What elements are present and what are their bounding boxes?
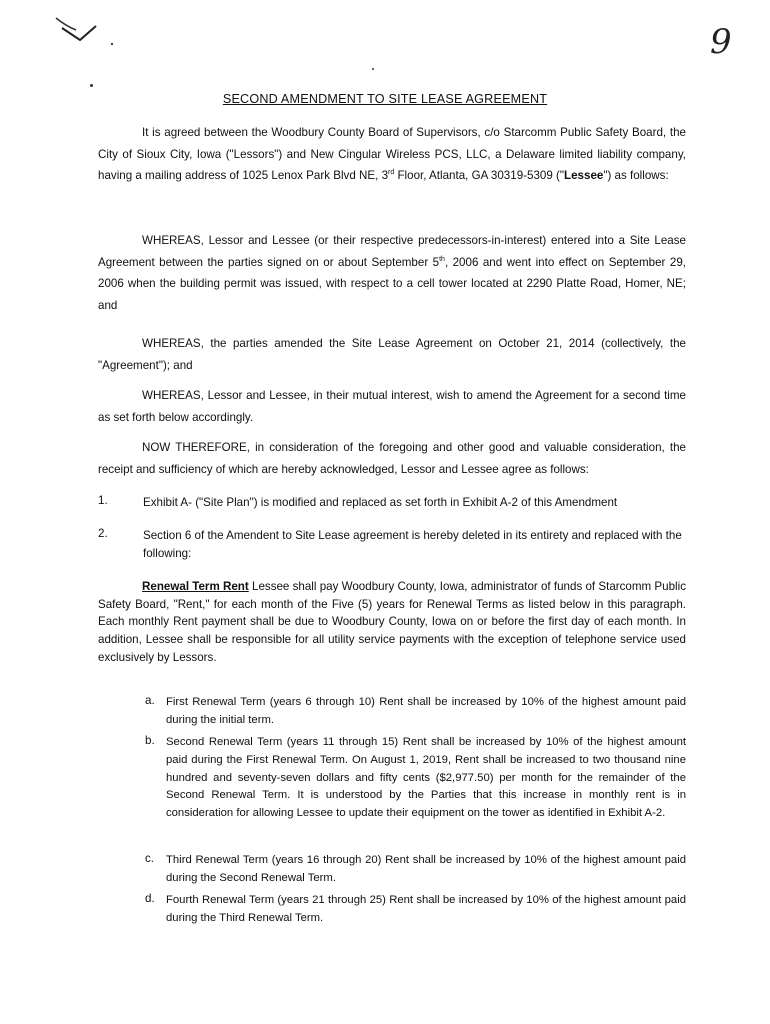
- speck-mark: [372, 68, 374, 70]
- sub-item-text: Second Renewal Term (years 11 through 15) Rent shall be increased by 10% of the highest amount paid during the First Renewal Term. On August 1, 2019, Rent shall be increased to two thousand nine hundred and seventy-seven dollars and fifty cents ($2,977.50) per month for the remainder of the Second Renewal Term. It is understood by the Parties that this increase in monthly rent is in consideration for allowing Lessee to update their equipment on the tower as identified in Exhibit A-2.: [166, 736, 686, 820]
- renewal-term-paragraph: Renewal Term Rent Lessee shall pay Woodbury County, Iowa, administrator of funds of Starcomm Public Safety Board, "Rent," for each month of the Five (5) years for Renewal Terms as listed below in this paragraph. Each monthly Rent payment shall be due to Woodbury County, Iowa on or before the first day of each month. In addition, Lessee shall be responsible for all utility service payments with the exception of telephone service used exclusively by Lessors.: [98, 580, 687, 664]
- item-number: 1.: [98, 494, 108, 507]
- sub-item-text: First Renewal Term (years 6 through 10) Rent shall be increased by 10% of the highest amount paid during the initial term.: [166, 696, 686, 726]
- item-number: 2.: [98, 527, 108, 540]
- intro-paragraph: It is agreed between the Woodbury County Board of Supervisors, c/o Starcomm Public Safety Board, the City of Sioux City, Iowa ("Lessors") and New Cingular Wireless PCS, LLC, a Delaware limited liability company, having a mailing address of 1025 Lenox Park Blvd NE, 3rd Floor, Atlanta, GA 30319-5309 ("Lessee") as follows:: [98, 126, 686, 182]
- sub-item-label: d.: [145, 892, 155, 905]
- sub-item-text: Fourth Renewal Term (years 21 through 25) Rent shall be increased by 10% of the highest amount paid during the Third Renewal Term.: [166, 894, 686, 924]
- sub-item-text: Third Renewal Term (years 16 through 20) Rent shall be increased by 10% of the highest amount paid during the Second Renewal Term.: [166, 854, 686, 884]
- sub-item-label: a.: [145, 694, 155, 707]
- whereas-paragraph-3: WHEREAS, Lessor and Lessee, in their mutual interest, wish to amend the Agreement for a second time as set forth below accordingly.: [98, 389, 686, 424]
- speck-mark: [90, 84, 93, 87]
- whereas-paragraph-2: WHEREAS, the parties amended the Site Lease Agreement on October 21, 2014 (collectively, the "Agreement"); and: [98, 337, 686, 372]
- now-therefore-paragraph: NOW THEREFORE, in consideration of the foregoing and other good and valuable consideration, the receipt and sufficiency of which are hereby acknowledged, Lessor and Lessee agree as follows:: [98, 441, 686, 476]
- handwritten-page-number: 9: [710, 22, 732, 62]
- item-text: Section 6 of the Amendent to Site Lease agreement is hereby deleted in its entirety and replaced with the following:: [143, 529, 682, 560]
- document-title: SECOND AMENDMENT TO SITE LEASE AGREEMENT: [222, 92, 548, 106]
- whereas-paragraph-1: WHEREAS, Lessor and Lessee (or their respective predecessors-in-interest) entered into a Site Lease Agreement between the parties signed on or about September 5th, 2006 and went into effect on September 29, 2006 when the building permit was issued, with respect to a cell tower located at 2290 Platte Road, Homer, NE; and: [98, 234, 686, 312]
- sub-item-label: c.: [145, 852, 155, 865]
- renewal-term-heading: Renewal Term Rent: [142, 580, 249, 593]
- sub-item-label: b.: [145, 734, 155, 747]
- item-text: Exhibit A- ("Site Plan") is modified and replaced as set forth in Exhibit A-2 of this Amendment: [143, 496, 618, 509]
- handwritten-check-mark: [52, 14, 122, 54]
